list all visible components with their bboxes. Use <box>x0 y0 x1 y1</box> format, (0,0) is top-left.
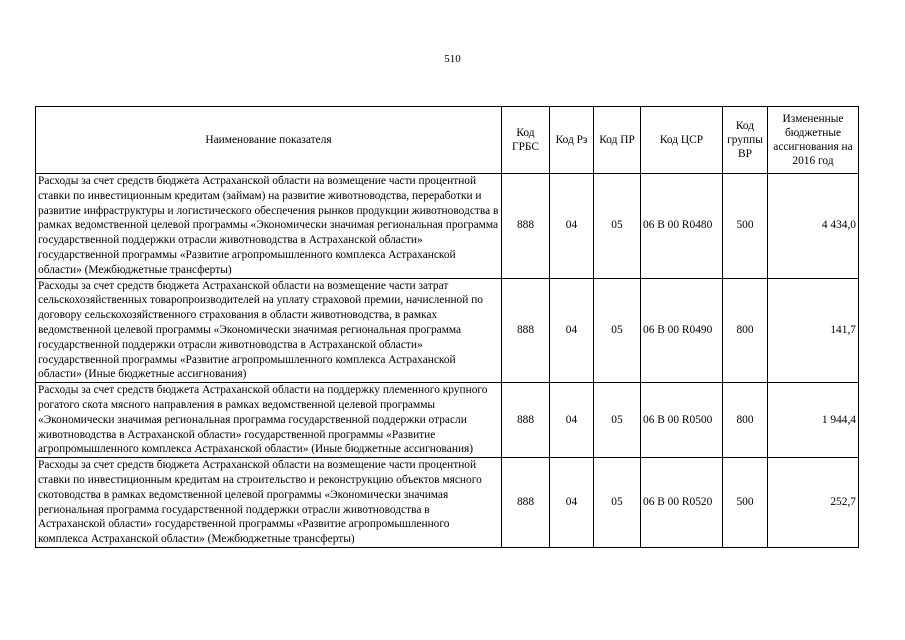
row-rz: 04 <box>550 383 594 458</box>
header-pr: Код ПР <box>594 107 641 174</box>
budget-table <box>35 106 859 548</box>
table-row <box>36 383 859 458</box>
header-rz: Код Рз <box>550 107 594 174</box>
row-pr: 05 <box>594 174 641 279</box>
table-header-row <box>36 107 859 174</box>
row-name: Расходы за счет средств бюджета Астраханской области на возмещение части процентной ставки по инвестиционным кредитам (займам) на развитие животноводства, переработки и развитие инфраструктуры и логистического обеспечения рынков продукции животноводства в рамках ведомственной целевой программы «Экономически значимая региональная программа государственной поддержки отрасли животноводства в Астраханской области» государственной программы «Развитие агропромышленного комплекса Астраханской области» (Межбюджетные трансферты) <box>36 174 502 279</box>
table-row <box>36 174 859 279</box>
row-amount: 4 434,0 <box>768 174 859 279</box>
row-pr: 05 <box>594 278 641 383</box>
table-row <box>36 278 859 383</box>
row-grbs: 888 <box>502 278 550 383</box>
row-rz: 04 <box>550 174 594 279</box>
row-name: Расходы за счет средств бюджета Астраханской области на возмещение части затрат сельскохозяйственных товаропроизводителей на уплату страховой премии, начисленной по договору сельскохозяйственного страхования в области животноводства, в рамках ведомственной целевой программы «Экономически значимая региональная программа государственной поддержки отрасли животноводства в Астраханской области» государственной программы «Развитие агропромышленного комплекса Астраханской области» (Иные бюджетные ассигнования) <box>36 278 502 383</box>
row-csr: 06 В 00 R0490 <box>641 278 723 383</box>
row-pr: 05 <box>594 458 641 548</box>
row-vr: 500 <box>723 174 768 279</box>
row-amount: 252,7 <box>768 458 859 548</box>
header-csr: Код ЦСР <box>641 107 723 174</box>
row-grbs: 888 <box>502 458 550 548</box>
row-csr: 06 В 00 R0480 <box>641 174 723 279</box>
row-rz: 04 <box>550 458 594 548</box>
row-vr: 800 <box>723 278 768 383</box>
row-amount: 141,7 <box>768 278 859 383</box>
header-vr: Код группы ВР <box>723 107 768 174</box>
row-pr: 05 <box>594 383 641 458</box>
table-row <box>36 458 859 548</box>
row-name: Расходы за счет средств бюджета Астраханской области на поддержку племенного крупного рогатого скота мясного направления в рамках ведомственной целевой программы «Экономически значимая региональная программа государственной поддержки отрасли животноводства в Астраханской области» государственной программы «Развитие агропромышленного комплекса Астраханской области» (Иные бюджетные ассигнования) <box>36 383 502 458</box>
row-grbs: 888 <box>502 174 550 279</box>
header-grbs: Код ГРБС <box>502 107 550 174</box>
row-grbs: 888 <box>502 383 550 458</box>
row-csr: 06 В 00 R0520 <box>641 458 723 548</box>
row-rz: 04 <box>550 278 594 383</box>
row-vr: 500 <box>723 458 768 548</box>
header-amount: Измененные бюджетные ассигнования на 2016 год <box>768 107 859 174</box>
row-name: Расходы за счет средств бюджета Астраханской области на возмещение части процентной ставки по инвестиционным кредитам на строительство и реконструкцию объектов мясного скотоводства в рамках ведомственной целевой программы «Экономически значимая региональная программа государственной поддержки отрасли животноводства в Астраханской области» государственной программы «Развитие агропромышленного комплекса Астраханской области» (Межбюджетные трансферты) <box>36 458 502 548</box>
row-amount: 1 944,4 <box>768 383 859 458</box>
page-number: 510 <box>444 53 461 65</box>
header-name: Наименование показателя <box>36 107 502 174</box>
row-csr: 06 В 00 R0500 <box>641 383 723 458</box>
row-vr: 800 <box>723 383 768 458</box>
